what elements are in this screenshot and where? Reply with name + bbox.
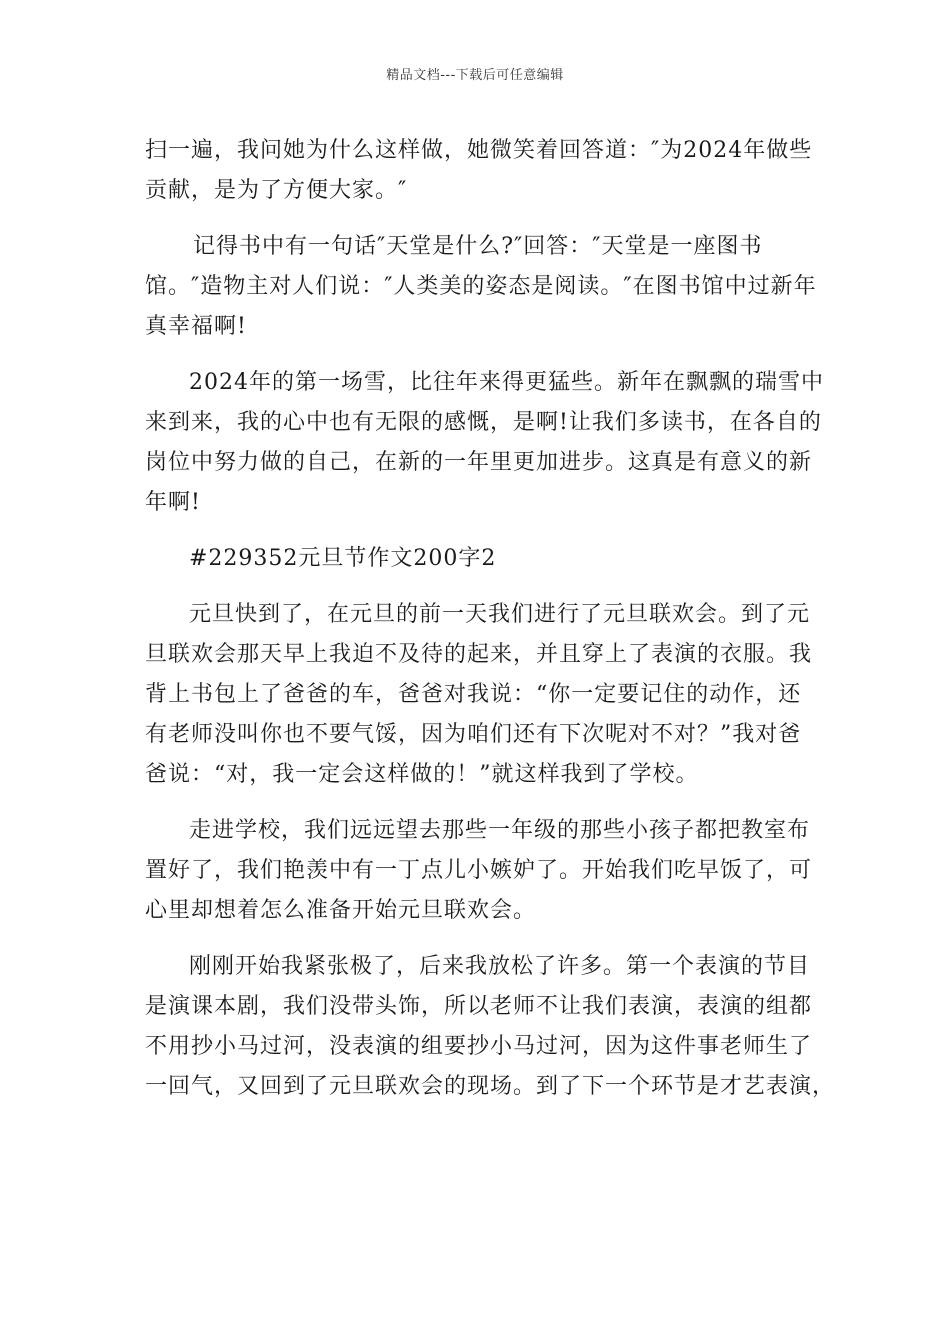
text-line: 有老师没叫你也不要气馁，因为咱们还有下次呢对不对？”我对爸 [145,722,802,747]
text-line: 背上书包上了爸爸的车，爸爸对我说：“你一定要记住的动作，还 [145,682,802,707]
text-line: 年啊! [145,490,201,515]
text-line: 是演课本剧，我们没带头饰，所以老师不让我们表演，表演的组都 [145,994,813,1019]
text-line: 真幸福啊! [145,314,247,339]
text-line: 置好了，我们艳羡中有一丁点儿小嫉妒了。开始我们吃早饭了，可 [145,858,813,883]
page-header: 精品文档---下载后可任意编辑 [386,68,564,83]
paragraph-1 [145,131,825,211]
text-line: 2024年的第一场雪，比往年来得更猛些。新年在飘飘的瑞雪中 [189,370,824,395]
text-line: 一回气，又回到了元旦联欢会的现场。到了下一个环节是才艺表演， [145,1074,836,1099]
text-line: #229352元旦节作文200字2 [189,546,497,571]
text-line: 走进学校，我们远远望去那些一年级的那些小孩子都把教室布 [189,818,811,843]
text-line: 心里却想着怎么准备开始元旦联欢会。 [145,898,537,923]
document-body [145,131,836,1123]
text-line: 扫一遍，我问她为什么这样做，她微笑着回答道：″为2024年做些 [145,138,813,163]
paragraph-6 [145,947,836,1107]
text-line: 元旦快到了，在元旦的前一天我们进行了元旦联欢会。到了元 [189,602,811,627]
text-line: 贡献，是为了方便大家。″ [145,178,408,203]
text-line: 爸说：“对，我一定会这样做的！”就这样我到了学校。 [145,762,699,787]
text-line: 刚刚开始我紧张极了，后来我放松了许多。第一个表演的节目 [189,954,811,979]
paragraph-2 [145,227,825,347]
paragraph-3 [145,363,825,523]
text-line: 来到来，我的心中也有无限的感慨，是啊!让我们多读书，在各自的 [145,410,822,435]
text-line: 不用抄小马过河，没表演的组要抄小马过河，因为这件事老师生了 [145,1034,813,1059]
paragraph-5 [145,811,825,931]
text-line: 记得书中有一句话″天堂是什么?″回答：″天堂是一座图书 [193,234,763,259]
text-line: 馆。″造物主对人们说：″人类美的姿态是阅读。″在图书馆中过新年 [145,274,817,299]
text-line: 岗位中努力做的自己，在新的一年里更加进步。这真是有意义的新 [145,450,813,475]
section-heading [145,539,825,579]
paragraph-4 [145,595,825,795]
text-line: 旦联欢会那天早上我迫不及待的起来，并且穿上了表演的衣服。我 [145,642,813,667]
